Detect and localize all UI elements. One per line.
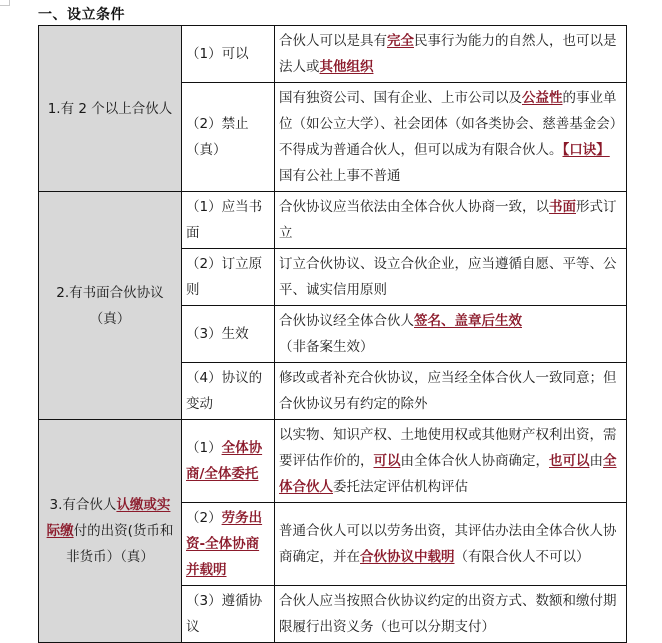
- category-label: 2.有书面合伙协议（真）: [56, 284, 164, 327]
- sub-item-label: （1）可以: [182, 26, 275, 83]
- sub-item-label: （4）协议的变动: [182, 363, 275, 420]
- corner-mark: [0, 0, 10, 6]
- sub-item-label: （1）全体协商/全体委托: [182, 420, 275, 503]
- highlight-text: 公益性: [522, 90, 563, 106]
- section-title: 一、设立条件: [38, 7, 125, 23]
- sub-item-label: （2）禁止（真）: [182, 83, 275, 192]
- highlight-text: 完全: [387, 33, 414, 49]
- category-cell-1: [39, 26, 182, 192]
- conditions-table: [38, 25, 627, 643]
- table-row: [39, 420, 627, 503]
- highlight-text: 也可以: [549, 453, 590, 469]
- table-row: [39, 192, 627, 249]
- description-cell: 订立合伙协议、设立合伙企业，应当遵循自愿、平等、公平、诚实信用原则: [275, 249, 627, 306]
- sub-item-label: （2）订立原则: [182, 249, 275, 306]
- highlight-text: 全体合伙人: [279, 453, 617, 495]
- description-cell: 合伙人可以是具有完全民事行为能力的自然人，也可以是法人或其他组织: [275, 26, 627, 83]
- highlight-text: 签名、盖章后生效: [414, 313, 522, 329]
- highlight-text: 全体协商/全体委托: [186, 440, 263, 482]
- description-cell: 合伙协议应当依法由全体合伙人协商一致，以书面形式订立: [275, 192, 627, 249]
- description-cell: 修改或者补充合伙协议，应当经全体合伙人一致同意；但合伙协议另有约定的除外: [275, 363, 627, 420]
- description-cell: 合伙协议经全体合伙人签名、盖章后生效 （非备案生效）: [275, 306, 627, 363]
- category-cell-3: 3.有合伙人认缴或实际缴付的出资(货币和非货币）（真）: [39, 420, 182, 643]
- highlight-text: 认缴或实际缴: [46, 497, 171, 539]
- highlight-text: 书面: [549, 199, 576, 215]
- sub-item-label: （2）劳务出资-全体协商并载明: [182, 503, 275, 586]
- table-row: [39, 26, 627, 83]
- description-cell: 以实物、知识产权、土地使用权或其他财产权利出资，需要评估作价的，可以由全体合伙人协商确定，也可以由全体合伙人委托法定评估机构评估: [275, 420, 627, 503]
- highlight-text: 劳务出资-全体协商并载明: [186, 510, 263, 578]
- sub-item-label: （3）生效: [182, 306, 275, 363]
- sub-item-label: （3）遵循协议: [182, 586, 275, 643]
- description-cell: 普通合伙人可以以劳务出资，其评估办法由全体合伙人协商确定，并在合伙协议中载明（有限合伙人不可以）: [275, 503, 627, 586]
- description-cell: 合伙人应当按照合伙协议约定的出资方式、数额和缴付期限履行出资义务（也可以分期支付）: [275, 586, 627, 643]
- description-cell: 国有独资公司、国有企业、上市公司以及公益性的事业单位（如公立大学）、社会团体（如各类协会、慈善基金会）不得成为普通合伙人，但可以成为有限合伙人。【口诀】国有公社上事不普通: [275, 83, 627, 192]
- sub-item-label: （1）应当书面: [182, 192, 275, 249]
- highlight-text: 可以: [373, 453, 401, 469]
- category-label: 1.有 2 个以上合伙人: [47, 100, 173, 117]
- category-cell-2: [39, 192, 182, 420]
- highlight-text: 其他组织: [319, 59, 374, 75]
- highlight-text: 合伙协议中载明: [360, 549, 455, 565]
- mnemonic-tag: 【口诀】: [562, 142, 610, 158]
